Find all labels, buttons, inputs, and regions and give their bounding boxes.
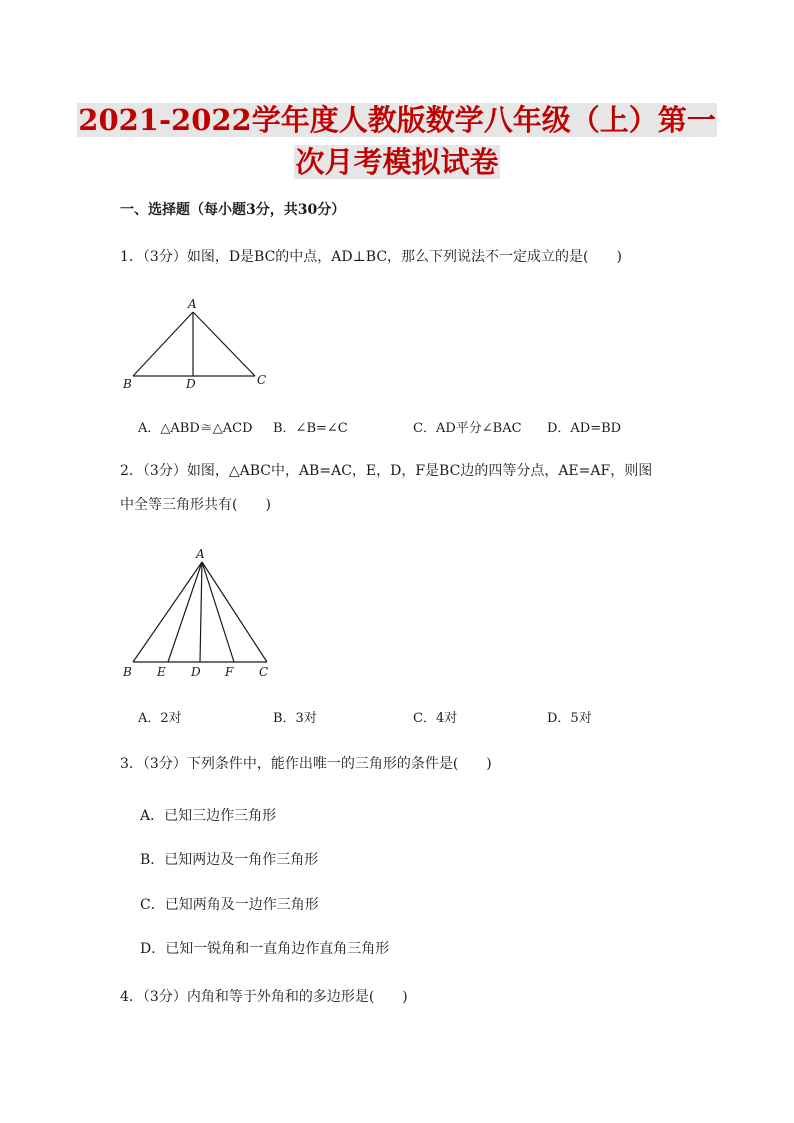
segment-ac [202,562,267,662]
label-a: A [196,547,205,561]
question-3-option-d[interactable]: D．已知一锐角和一直角边作直角三角形 [140,941,390,957]
exam-title-line-2: 次月考模拟试卷 [295,145,499,179]
segment-ab [133,562,202,662]
question-1-option-b[interactable]: B．∠B=∠C [273,421,348,436]
question-4-text: 4．（3分）内角和等于外角和的多边形是( ) [120,989,408,1005]
label-d: D [191,665,201,679]
question-3-option-c[interactable]: C．已知两角及一边作三角形 [140,897,319,913]
question-3-option-a[interactable]: A．已知三边作三角形 [140,808,277,824]
segment-ae [168,562,202,662]
segment-ad [200,562,202,662]
question-1-option-d[interactable]: D．AD=BD [547,421,622,436]
label-d: D [186,377,196,391]
question-1-text: 1．（3分）如图，D是BC的中点，AD⊥BC，那么下列说法不一定成立的是( ) [120,249,622,265]
label-c: C [257,373,267,387]
label-b: B [123,377,132,391]
question-2-option-a[interactable]: A．2对 [138,711,182,726]
label-c: C [259,665,269,679]
question-2-option-b[interactable]: B．3对 [273,711,317,726]
label-a: A [188,297,197,311]
label-b: B [123,665,132,679]
question-1-option-c[interactable]: C．AD平分∠BAC [413,421,522,436]
question-3-text: 3．（3分）下列条件中，能作出唯一的三角形的条件是( ) [120,756,492,772]
section-heading: 一、选择题（每小题3分，共30分） [120,202,346,218]
question-2-figure [115,544,285,682]
question-2-option-c[interactable]: C．4对 [413,711,458,726]
question-1-option-a[interactable]: A．△ABD≅△ACD [138,421,253,436]
label-e: E [157,665,166,679]
label-f: F [225,665,234,679]
question-3-option-b[interactable]: B．已知两边及一角作三角形 [140,852,319,868]
question-1-figure [115,296,285,394]
segment-ac [193,312,255,376]
question-2-text-line-2: 中全等三角形共有( ) [120,497,271,513]
segment-ab [133,312,193,376]
question-2-option-d[interactable]: D．5对 [547,711,592,726]
question-2-text-line-1: 2．（3分）如图，△ABC中，AB=AC，E，D，F是BC边的四等分点，AE=AF，则图 [120,463,653,479]
segment-af [202,562,234,662]
exam-title-line-1: 2021-2022学年度人教版数学八年级（上）第一 [78,103,716,137]
